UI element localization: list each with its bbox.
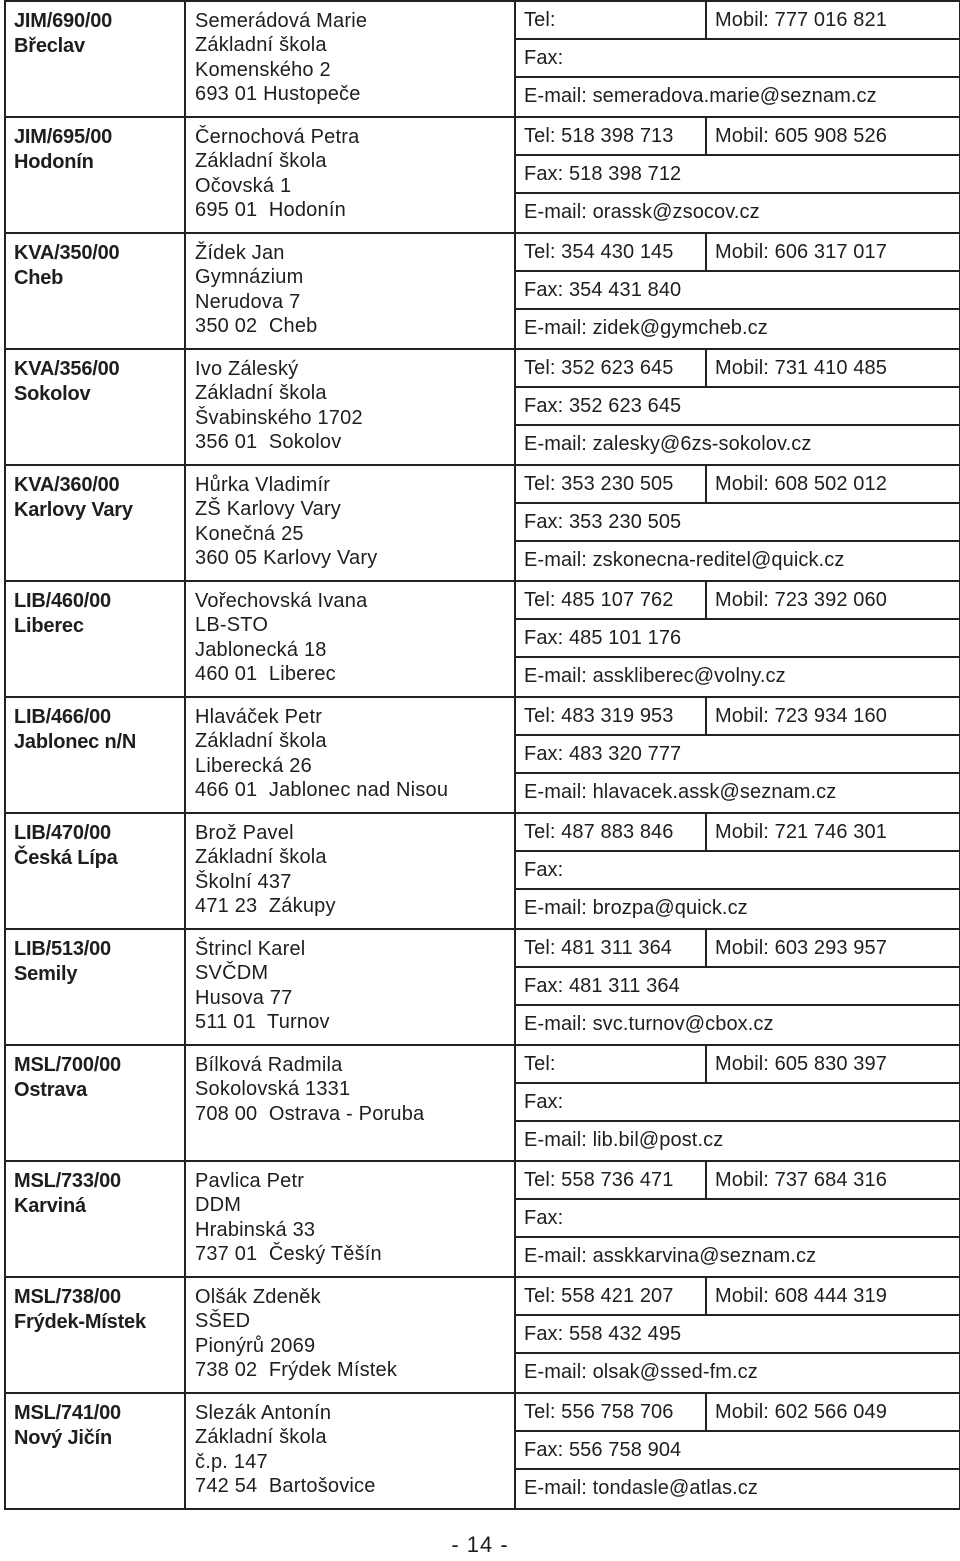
region-code: JIM/695/00 (14, 126, 113, 148)
region-code: KVA/350/00 (14, 242, 120, 264)
region-cell (5, 581, 185, 697)
address-line: 737 01 Český Těšín (195, 1242, 382, 1265)
directory-row (5, 1161, 960, 1277)
region-code: LIB/460/00 (14, 590, 111, 612)
directory-row (5, 465, 960, 581)
address-line: Nerudova 7 (195, 290, 301, 313)
address-lines (186, 1278, 514, 1382)
district-name: Karviná (14, 1194, 86, 1217)
region-code: KVA/360/00 (14, 474, 120, 496)
email-address: E-mail: zalesky@6zs-sokolov.cz (524, 433, 812, 455)
email-address: E-mail: zidek@gymcheb.cz (524, 317, 768, 339)
address-line: Konečná 25 (195, 522, 304, 545)
contact-cell (515, 349, 960, 465)
contact-cell (515, 1277, 960, 1393)
address-line: 471 23 Zákupy (195, 894, 336, 917)
address-line: ZŠ Karlovy Vary (195, 498, 341, 521)
district-name: Břeclav (14, 34, 85, 57)
address-line: 742 54 Bartošovice (195, 1474, 376, 1497)
email-address: E-mail: asskkarvina@seznam.cz (524, 1245, 817, 1267)
phone-number: Tel: 485 107 762 (516, 582, 707, 620)
address-cell (185, 233, 515, 349)
contact-cell (515, 1161, 960, 1277)
address-lines (186, 1162, 514, 1266)
region-cell (5, 1277, 185, 1393)
contact-cell (515, 1045, 960, 1161)
address-cell (185, 349, 515, 465)
mobile-number: Mobil: 608 444 319 (707, 1278, 959, 1316)
address-line: Štrincl Karel (195, 938, 306, 960)
address-line: č.p. 147 (195, 1450, 268, 1473)
address-line: SVČDM (195, 962, 269, 985)
district-name: Semily (14, 962, 78, 985)
mobile-number: Mobil: 608 502 012 (707, 466, 959, 504)
district-name: Frýdek-Místek (14, 1310, 146, 1333)
mobile-number: Mobil: 723 934 160 (707, 698, 959, 736)
directory-row (5, 813, 960, 929)
region-cell (5, 349, 185, 465)
address-lines (186, 930, 514, 1034)
region-cell (5, 1, 185, 117)
address-cell (185, 117, 515, 233)
district-name: Cheb (14, 266, 64, 289)
region-cell (5, 117, 185, 233)
directory-row (5, 697, 960, 813)
address-line: Liberecká 26 (195, 754, 312, 777)
address-lines (186, 1046, 514, 1126)
directory-row (5, 349, 960, 465)
fax-number: Fax: 558 432 495 (516, 1316, 959, 1354)
address-line: 356 01 Sokolov (195, 430, 342, 453)
address-line: 466 01 Jablonec nad Nisou (195, 778, 449, 801)
phone-number: Tel: (516, 2, 707, 40)
address-lines (186, 814, 514, 918)
address-line: Sokolovská 1331 (195, 1078, 351, 1101)
address-line: 350 02 Cheb (195, 314, 318, 337)
directory-row (5, 1, 960, 117)
region-cell (5, 465, 185, 581)
email-address: E-mail: orassk@zsocov.cz (524, 201, 760, 223)
phone-number: Tel: 556 758 706 (516, 1394, 707, 1432)
mobile-number: Mobil: 602 566 049 (707, 1394, 959, 1432)
contact-cell (515, 581, 960, 697)
address-cell (185, 465, 515, 581)
address-line: Školní 437 (195, 870, 292, 893)
contact-cell (515, 233, 960, 349)
address-line: Základní škola (195, 1426, 327, 1449)
address-lines (186, 2, 514, 106)
phone-number: Tel: 483 319 953 (516, 698, 707, 736)
address-line: Hůrka Vladimír (195, 474, 331, 496)
address-line: Vořechovská Ivana (195, 590, 368, 612)
mobile-number: Mobil: 606 317 017 (707, 234, 959, 272)
directory-row (5, 1277, 960, 1393)
district-name: Nový Jičín (14, 1426, 113, 1449)
region-code: MSL/733/00 (14, 1170, 121, 1192)
address-line: Pionýrů 2069 (195, 1334, 316, 1357)
address-line: Základní škola (195, 846, 327, 869)
district-name: Liberec (14, 614, 84, 637)
address-cell (185, 1045, 515, 1161)
district-name: Jablonec n/N (14, 730, 137, 753)
mobile-number: Mobil: 603 293 957 (707, 930, 959, 968)
address-line: 460 01 Liberec (195, 662, 336, 685)
address-line: Pavlica Petr (195, 1170, 305, 1192)
region-cell (5, 929, 185, 1045)
address-line: Brož Pavel (195, 822, 294, 844)
address-line: Ivo Záleský (195, 358, 299, 380)
mobile-number: Mobil: 737 684 316 (707, 1162, 959, 1200)
contact-cell (515, 813, 960, 929)
region-code: KVA/356/00 (14, 358, 120, 380)
district-name: Sokolov (14, 382, 91, 405)
directory-row (5, 117, 960, 233)
region-cell (5, 813, 185, 929)
contact-cell (515, 465, 960, 581)
region-code: MSL/700/00 (14, 1054, 121, 1076)
region-code: JIM/690/00 (14, 10, 113, 32)
district-name: Karlovy Vary (14, 498, 133, 521)
address-lines (186, 350, 514, 454)
region-code: MSL/741/00 (14, 1402, 121, 1424)
email-address: E-mail: zskonecna-reditel@quick.cz (524, 549, 845, 571)
contact-cell (515, 697, 960, 813)
mobile-number: Mobil: 777 016 821 (707, 2, 959, 40)
fax-number: Fax: 481 311 364 (516, 968, 959, 1006)
address-line: LB-STO (195, 614, 269, 637)
phone-number: Tel: 354 430 145 (516, 234, 707, 272)
address-line: Základní škola (195, 150, 327, 173)
directory-row (5, 1045, 960, 1161)
email-address: E-mail: hlavacek.assk@seznam.cz (524, 781, 837, 803)
district-name: Hodonín (14, 150, 94, 173)
contact-cell (515, 117, 960, 233)
address-cell (185, 1393, 515, 1509)
email-address: E-mail: brozpa@quick.cz (524, 897, 748, 919)
contact-cell (515, 929, 960, 1045)
address-cell (185, 1, 515, 117)
fax-number: Fax: 556 758 904 (516, 1432, 959, 1470)
address-cell (185, 1161, 515, 1277)
address-lines (186, 1394, 514, 1498)
address-line: Černochová Petra (195, 126, 360, 148)
address-line: 511 01 Turnov (195, 1010, 330, 1033)
fax-number: Fax: (516, 1200, 959, 1238)
directory-row (5, 929, 960, 1045)
address-line: Základní škola (195, 730, 327, 753)
directory-row (5, 233, 960, 349)
directory-row (5, 1393, 960, 1509)
email-address: E-mail: svc.turnov@cbox.cz (524, 1013, 774, 1035)
address-line: Očovská 1 (195, 174, 292, 197)
region-code: MSL/738/00 (14, 1286, 121, 1308)
fax-number: Fax: 354 431 840 (516, 272, 959, 310)
address-line: Semerádová Marie (195, 10, 368, 32)
region-code: LIB/466/00 (14, 706, 111, 728)
address-line: 708 00 Ostrava - Poruba (195, 1102, 425, 1125)
address-line: Slezák Antonín (195, 1402, 332, 1424)
address-line: SŠED (195, 1310, 251, 1333)
address-line: Olšák Zdeněk (195, 1286, 321, 1308)
address-line: Gymnázium (195, 266, 304, 289)
phone-number: Tel: 487 883 846 (516, 814, 707, 852)
address-lines (186, 466, 514, 570)
address-line: Žídek Jan (195, 242, 285, 264)
region-cell (5, 1393, 185, 1509)
mobile-number: Mobil: 731 410 485 (707, 350, 959, 388)
phone-number: Tel: 558 736 471 (516, 1162, 707, 1200)
region-code: LIB/513/00 (14, 938, 111, 960)
address-line: 360 05 Karlovy Vary (195, 546, 378, 569)
address-lines (186, 582, 514, 686)
fax-number: Fax: 485 101 176 (516, 620, 959, 658)
email-address: E-mail: semeradova.marie@seznam.cz (524, 85, 877, 107)
contact-cell (515, 1393, 960, 1509)
address-cell (185, 697, 515, 813)
directory-rows (5, 1, 960, 1509)
district-name: Česká Lípa (14, 846, 118, 869)
address-line: 695 01 Hodonín (195, 198, 346, 221)
fax-number: Fax: 518 398 712 (516, 156, 959, 194)
address-lines (186, 118, 514, 222)
region-cell (5, 1045, 185, 1161)
fax-number: Fax: 352 623 645 (516, 388, 959, 426)
page-number: - 14 - (451, 1532, 509, 1557)
phone-number: Tel: 518 398 713 (516, 118, 707, 156)
address-line: Bílková Radmila (195, 1054, 343, 1076)
address-lines (186, 698, 514, 802)
address-line: Základní škola (195, 382, 327, 405)
email-address: E-mail: tondasle@atlas.cz (524, 1477, 759, 1499)
phone-number: Tel: 558 421 207 (516, 1278, 707, 1316)
mobile-number: Mobil: 721 746 301 (707, 814, 959, 852)
region-cell (5, 697, 185, 813)
fax-number: Fax: (516, 852, 959, 890)
address-cell (185, 1277, 515, 1393)
address-line: DDM (195, 1194, 242, 1217)
phone-number: Tel: (516, 1046, 707, 1084)
fax-number: Fax: (516, 40, 959, 78)
address-cell (185, 581, 515, 697)
address-line: 738 02 Frýdek Místek (195, 1358, 398, 1381)
fax-number: Fax: 353 230 505 (516, 504, 959, 542)
mobile-number: Mobil: 723 392 060 (707, 582, 959, 620)
phone-number: Tel: 352 623 645 (516, 350, 707, 388)
fax-number: Fax: 483 320 777 (516, 736, 959, 774)
region-cell (5, 1161, 185, 1277)
address-line: Základní škola (195, 34, 327, 57)
address-cell (185, 929, 515, 1045)
contact-cell (515, 1, 960, 117)
district-name: Ostrava (14, 1078, 88, 1101)
address-line: Jablonecká 18 (195, 638, 327, 661)
phone-number: Tel: 353 230 505 (516, 466, 707, 504)
address-line: Švabinského 1702 (195, 406, 363, 429)
address-line: Hlaváček Petr (195, 706, 323, 728)
address-line: 693 01 Hustopeče (195, 82, 361, 105)
region-cell (5, 233, 185, 349)
email-address: E-mail: asskliberec@volny.cz (524, 665, 786, 687)
fax-number: Fax: (516, 1084, 959, 1122)
address-line: Husova 77 (195, 986, 293, 1009)
directory-row (5, 581, 960, 697)
email-address: E-mail: lib.bil@post.cz (524, 1129, 724, 1151)
address-line: Komenského 2 (195, 58, 331, 81)
address-cell (185, 813, 515, 929)
address-lines (186, 234, 514, 338)
contact-directory-table (4, 0, 960, 1510)
mobile-number: Mobil: 605 830 397 (707, 1046, 959, 1084)
address-line: Hrabinská 33 (195, 1218, 316, 1241)
mobile-number: Mobil: 605 908 526 (707, 118, 959, 156)
email-address: E-mail: olsak@ssed-fm.cz (524, 1361, 758, 1383)
region-code: LIB/470/00 (14, 822, 111, 844)
phone-number: Tel: 481 311 364 (516, 930, 707, 968)
